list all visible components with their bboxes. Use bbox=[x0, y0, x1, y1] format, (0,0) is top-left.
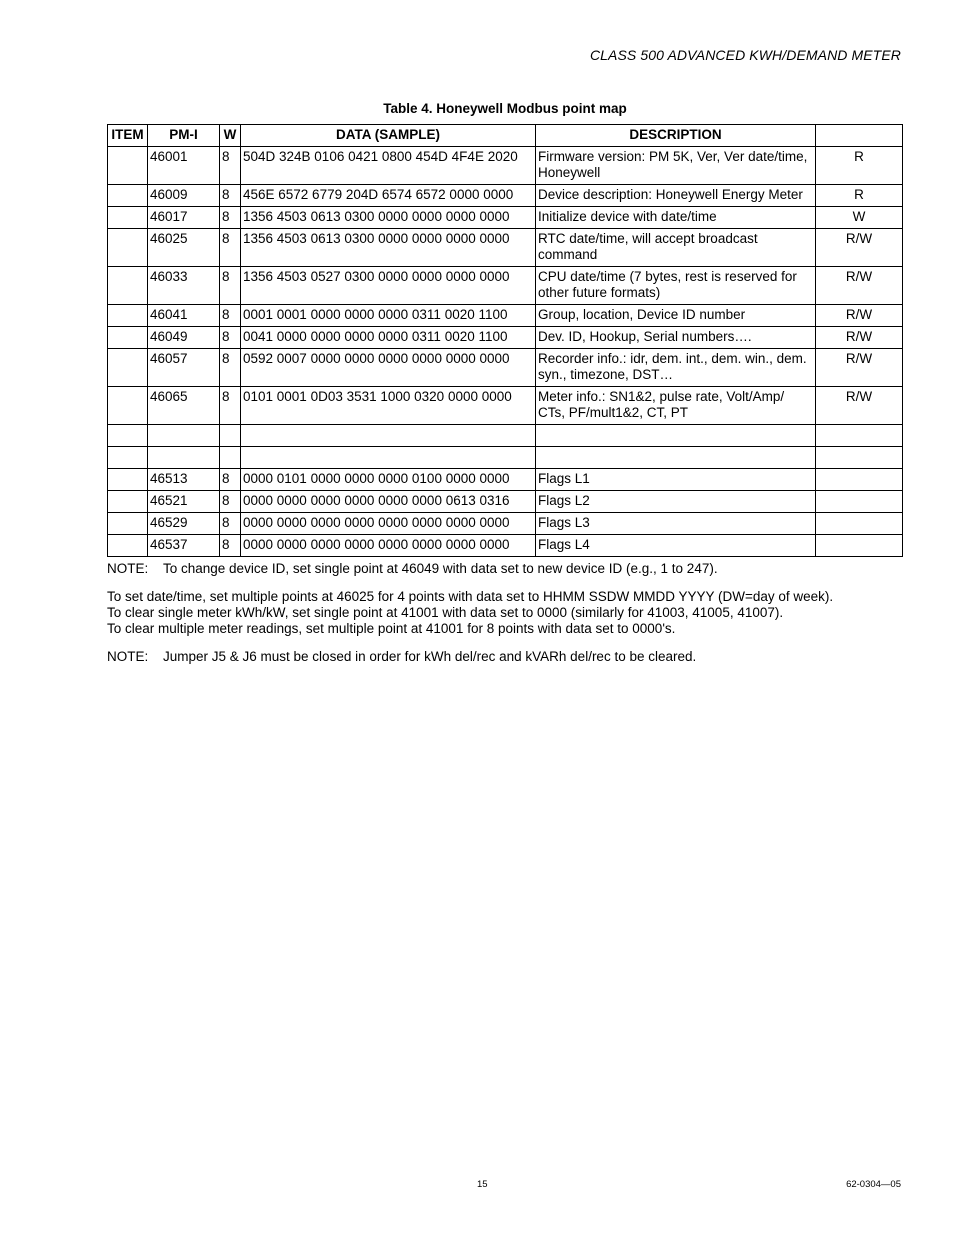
cell-w: 8 bbox=[220, 535, 241, 557]
table-row bbox=[108, 513, 903, 535]
cell-data-sample: 0000 0101 0000 0000 0000 0100 0000 0000 bbox=[241, 469, 536, 491]
cell-w: 8 bbox=[220, 387, 241, 425]
cell-description bbox=[536, 447, 816, 469]
cell-description: Firmware version: PM 5K, Ver, Ver date/time, Honeywell bbox=[536, 147, 816, 185]
column-header-item: ITEM bbox=[108, 125, 148, 147]
cell-data-sample: 0001 0001 0000 0000 0000 0311 0020 1100 bbox=[241, 305, 536, 327]
cell-pmi: 46537 bbox=[148, 535, 220, 557]
cell-item bbox=[108, 447, 148, 469]
cell-data-sample bbox=[241, 447, 536, 469]
instruction-line: To clear multiple meter readings, set multiple point at 41001 for 8 points with data set to 0000's. bbox=[107, 621, 676, 636]
cell-item bbox=[108, 469, 148, 491]
cell-access: R bbox=[816, 185, 903, 207]
cell-pmi: 46001 bbox=[148, 147, 220, 185]
cell-pmi: 46529 bbox=[148, 513, 220, 535]
cell-description: Flags L4 bbox=[536, 535, 816, 557]
note-jumper bbox=[107, 649, 907, 665]
column-header-description: DESCRIPTION bbox=[536, 125, 816, 147]
cell-w: 8 bbox=[220, 305, 241, 327]
note-device-id bbox=[107, 561, 907, 577]
cell-w: 8 bbox=[220, 327, 241, 349]
cell-w: 8 bbox=[220, 349, 241, 387]
table-row bbox=[108, 267, 903, 305]
cell-pmi: 46033 bbox=[148, 267, 220, 305]
table-caption: Table 4. Honeywell Modbus point map bbox=[383, 101, 627, 116]
cell-item bbox=[108, 267, 148, 305]
cell-description: RTC date/time, will accept broadcast command bbox=[536, 229, 816, 267]
cell-data-sample: 0101 0001 0D03 3531 1000 0320 0000 0000 bbox=[241, 387, 536, 425]
cell-pmi: 46065 bbox=[148, 387, 220, 425]
cell-item bbox=[108, 349, 148, 387]
instruction-line: To clear single meter kWh/kW, set single point at 41001 with data set to 0000 (similarly for 41003, 41005, 41007). bbox=[107, 605, 784, 620]
cell-item bbox=[108, 425, 148, 447]
cell-access bbox=[816, 513, 903, 535]
cell-description: Flags L2 bbox=[536, 491, 816, 513]
table-row bbox=[108, 147, 903, 185]
cell-item bbox=[108, 387, 148, 425]
column-header-w: W bbox=[220, 125, 241, 147]
table-row bbox=[108, 327, 903, 349]
cell-data-sample: 1356 4503 0613 0300 0000 0000 0000 0000 bbox=[241, 207, 536, 229]
cell-description: Dev. ID, Hookup, Serial numbers…. bbox=[536, 327, 816, 349]
header-title: CLASS 500 ADVANCED KWH/DEMAND METER bbox=[589, 47, 901, 63]
cell-w bbox=[220, 447, 241, 469]
table-header-row bbox=[108, 125, 903, 147]
modbus-point-map-table bbox=[107, 124, 903, 557]
document-number: 62-0304—05 bbox=[846, 1179, 901, 1190]
note-label: NOTE: bbox=[107, 561, 149, 576]
cell-access: R/W bbox=[816, 387, 903, 425]
cell-data-sample: 0000 0000 0000 0000 0000 0000 0000 0000 bbox=[241, 513, 536, 535]
cell-access bbox=[816, 469, 903, 491]
cell-description: Flags L1 bbox=[536, 469, 816, 491]
cell-item bbox=[108, 491, 148, 513]
table-row bbox=[108, 229, 903, 267]
cell-data-sample: 0000 0000 0000 0000 0000 0000 0000 0000 bbox=[241, 535, 536, 557]
cell-description: Device description: Honeywell Energy Meter bbox=[536, 185, 816, 207]
column-header-pmi: PM-I bbox=[148, 125, 220, 147]
cell-pmi: 46057 bbox=[148, 349, 220, 387]
cell-item bbox=[108, 229, 148, 267]
cell-description: Initialize device with date/time bbox=[536, 207, 816, 229]
table-row bbox=[108, 491, 903, 513]
table-row bbox=[108, 207, 903, 229]
cell-access: R bbox=[816, 147, 903, 185]
table-row bbox=[108, 469, 903, 491]
cell-item bbox=[108, 185, 148, 207]
cell-item bbox=[108, 207, 148, 229]
cell-data-sample: 456E 6572 6779 204D 6574 6572 0000 0000 bbox=[241, 185, 536, 207]
cell-item bbox=[108, 327, 148, 349]
cell-access bbox=[816, 535, 903, 557]
cell-item bbox=[108, 147, 148, 185]
cell-pmi: 46521 bbox=[148, 491, 220, 513]
cell-data-sample: 1356 4503 0613 0300 0000 0000 0000 0000 bbox=[241, 229, 536, 267]
cell-pmi: 46041 bbox=[148, 305, 220, 327]
cell-w: 8 bbox=[220, 491, 241, 513]
note-text: To change device ID, set single point at 46049 with data set to new device ID (e.g., 1 to 247). bbox=[163, 561, 718, 576]
instruction-line: To set date/time, set multiple points at 46025 for 4 points with data set to HHMM SSDW MMDD YYYY (DW=day of week). bbox=[107, 589, 834, 604]
table-row bbox=[108, 305, 903, 327]
cell-pmi: 46009 bbox=[148, 185, 220, 207]
cell-w: 8 bbox=[220, 147, 241, 185]
cell-access: W bbox=[816, 207, 903, 229]
cell-item bbox=[108, 513, 148, 535]
cell-pmi bbox=[148, 425, 220, 447]
cell-access: R/W bbox=[816, 305, 903, 327]
note-text: Jumper J5 & J6 must be closed in order for kWh del/rec and kVARh del/rec to be cleared. bbox=[163, 649, 697, 664]
cell-data-sample bbox=[241, 425, 536, 447]
cell-w: 8 bbox=[220, 207, 241, 229]
cell-description: Group, location, Device ID number bbox=[536, 305, 816, 327]
table-row bbox=[108, 425, 903, 447]
cell-access bbox=[816, 425, 903, 447]
cell-data-sample: 1356 4503 0527 0300 0000 0000 0000 0000 bbox=[241, 267, 536, 305]
cell-access: R/W bbox=[816, 267, 903, 305]
cell-description: Recorder info.: idr, dem. int., dem. win., dem. syn., timezone, DST… bbox=[536, 349, 816, 387]
cell-pmi: 46049 bbox=[148, 327, 220, 349]
cell-data-sample: 0592 0007 0000 0000 0000 0000 0000 0000 bbox=[241, 349, 536, 387]
column-header-data: DATA (SAMPLE) bbox=[241, 125, 536, 147]
page-number: 15 bbox=[477, 1179, 488, 1190]
table-row bbox=[108, 349, 903, 387]
cell-w: 8 bbox=[220, 185, 241, 207]
cell-data-sample: 0041 0000 0000 0000 0000 0311 0020 1100 bbox=[241, 327, 536, 349]
table-row bbox=[108, 185, 903, 207]
cell-access bbox=[816, 491, 903, 513]
table-row bbox=[108, 387, 903, 425]
cell-access: R/W bbox=[816, 349, 903, 387]
cell-item bbox=[108, 305, 148, 327]
cell-w bbox=[220, 425, 241, 447]
cell-pmi: 46017 bbox=[148, 207, 220, 229]
cell-description: Flags L3 bbox=[536, 513, 816, 535]
cell-pmi: 46513 bbox=[148, 469, 220, 491]
cell-access: R/W bbox=[816, 327, 903, 349]
table-row bbox=[108, 535, 903, 557]
table-row bbox=[108, 447, 903, 469]
cell-description bbox=[536, 425, 816, 447]
cell-pmi: 46025 bbox=[148, 229, 220, 267]
cell-data-sample: 504D 324B 0106 0421 0800 454D 4F4E 2020 bbox=[241, 147, 536, 185]
cell-access bbox=[816, 447, 903, 469]
note-label: NOTE: bbox=[107, 649, 149, 664]
cell-w: 8 bbox=[220, 229, 241, 267]
cell-w: 8 bbox=[220, 267, 241, 305]
cell-w: 8 bbox=[220, 469, 241, 491]
cell-access: R/W bbox=[816, 229, 903, 267]
notes-section bbox=[107, 561, 907, 665]
cell-description: Meter info.: SN1&2, pulse rate, Volt/Amp/ CTs, PF/mult1&2, CT, PT bbox=[536, 387, 816, 425]
cell-w: 8 bbox=[220, 513, 241, 535]
cell-item bbox=[108, 535, 148, 557]
table-body bbox=[108, 147, 903, 557]
cell-pmi bbox=[148, 447, 220, 469]
cell-data-sample: 0000 0000 0000 0000 0000 0000 0613 0316 bbox=[241, 491, 536, 513]
cell-description: CPU date/time (7 bytes, rest is reserved for other future formats) bbox=[536, 267, 816, 305]
column-header-access bbox=[816, 125, 903, 147]
